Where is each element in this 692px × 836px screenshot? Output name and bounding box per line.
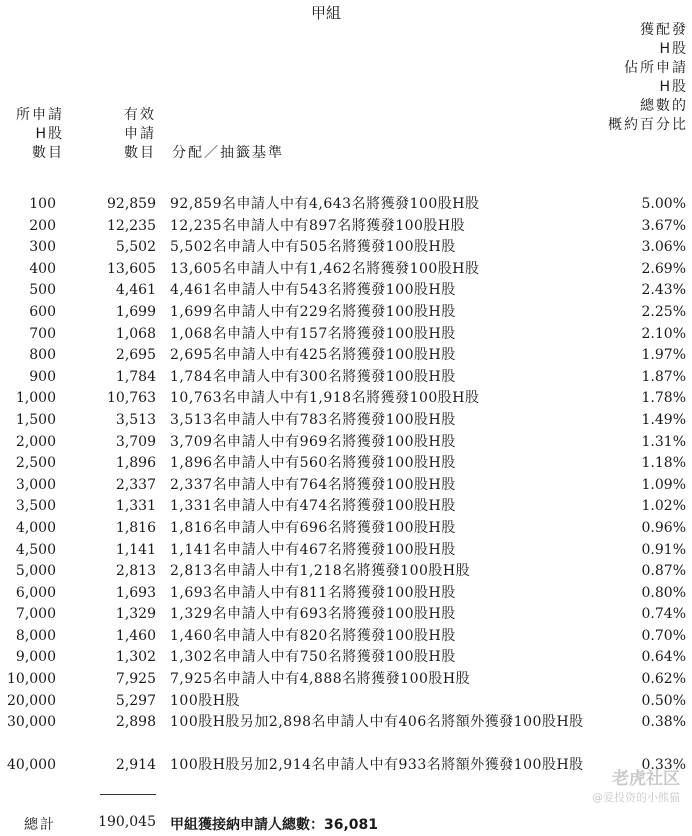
table-row (0, 604, 692, 626)
applied-shares-cell: 9,000 (15, 649, 56, 666)
valid-applications-cell: 3,513 (115, 411, 156, 428)
header-line: 所申請 (16, 107, 64, 123)
percentage-cell: 0.64% (641, 649, 686, 666)
valid-applications-cell: 1,329 (115, 606, 156, 623)
percentage-cell: 3.67% (641, 217, 686, 234)
header-line: 數目 (124, 145, 156, 161)
applied-shares-cell: 500 (29, 282, 56, 299)
applied-shares-cell: 300 (29, 239, 56, 256)
allocation-basis-cell: 10,763名申請人中有1,918名將獲發100股H股 (170, 390, 480, 407)
valid-applications-cell: 92,859 (107, 196, 156, 212)
applied-shares-cell: 4,000 (15, 519, 56, 536)
percentage-cell: 1.09% (641, 476, 686, 493)
applied-shares-cell: 2,000 (15, 433, 56, 450)
percentage-cell: 0.62% (641, 671, 686, 688)
valid-applications-cell: 2,914 (115, 757, 156, 774)
allocation-basis-cell: 13,605名申請人中有1,462名將獲發100股H股 (170, 260, 480, 277)
table-row (0, 259, 692, 281)
allocation-basis-cell: 1,460名申請人中有820名將獲發100股H股 (170, 627, 456, 644)
valid-applications-cell: 2,695 (115, 347, 156, 364)
header-line: 佔所申請 (624, 60, 688, 76)
applied-shares-cell: 40,000 (7, 757, 56, 774)
percentage-cell: 0.96% (641, 519, 686, 536)
applied-shares-cell: 600 (29, 303, 56, 320)
applied-shares-cell: 1,500 (15, 411, 56, 428)
applied-shares-cell: 7,000 (15, 606, 56, 623)
allocation-basis-cell: 3,513名申請人中有783名將獲發100股H股 (170, 411, 456, 428)
valid-applications-cell: 1,693 (115, 584, 156, 601)
percentage-cell: 0.38% (641, 714, 686, 731)
valid-applications-cell: 12,235 (107, 217, 156, 234)
watermark-logo: 老虎社区 (612, 769, 680, 789)
header-line: H股 (659, 79, 688, 95)
total-divider (100, 794, 156, 795)
applied-shares-cell: 20,000 (7, 692, 56, 709)
percentage-cell: 0.50% (641, 692, 686, 709)
table-row (0, 216, 692, 238)
page-title: 甲組 (310, 4, 341, 22)
applied-shares-cell: 30,000 (7, 714, 56, 731)
percentage-cell: 3.06% (641, 239, 686, 256)
total-row (0, 814, 692, 836)
allocation-basis-cell: 1,693名申請人中有811名將獲發100股H股 (170, 584, 456, 601)
allocation-basis-cell: 3,709名申請人中有969名將獲發100股H股 (170, 433, 456, 450)
total-successful-applicants: 甲組獲接納申請人總數：36,081 (170, 817, 379, 833)
valid-applications-cell: 1,331 (115, 498, 156, 515)
applied-shares-cell: 400 (29, 260, 56, 277)
allocation-basis-cell: 1,699名申請人中有229名將獲發100股H股 (170, 303, 456, 320)
allocation-basis-cell: 1,329名申請人中有693名將獲發100股H股 (170, 606, 456, 623)
total-valid-applications: 190,045 (98, 814, 156, 830)
valid-applications-cell: 10,763 (107, 390, 156, 407)
table-row (0, 324, 692, 346)
allocation-basis-cell: 7,925名申請人中有4,888名將獲發100股H股 (170, 671, 471, 688)
percentage-cell: 1.02% (641, 498, 686, 515)
applied-shares-cell: 3,500 (15, 498, 56, 515)
allocation-basis-cell: 12,235名申請人中有897名將獲發100股H股 (170, 217, 466, 234)
table-row (0, 194, 692, 216)
percentage-cell: 2.10% (641, 325, 686, 342)
table-row (0, 367, 692, 389)
valid-applications-cell: 5,297 (115, 692, 156, 709)
percentage-cell: 5.00% (641, 196, 686, 212)
valid-applications-cell: 4,461 (115, 282, 156, 299)
table-row (0, 496, 692, 518)
table-row (0, 432, 692, 454)
total-label: 總計 (24, 817, 56, 833)
percentage-cell: 2.25% (641, 303, 686, 320)
valid-applications-cell: 5,502 (115, 239, 156, 256)
percentage-cell: 0.91% (641, 541, 686, 558)
applied-shares-cell: 10,000 (7, 671, 56, 688)
valid-applications-cell: 1,141 (115, 541, 156, 558)
valid-applications-cell: 3,709 (115, 433, 156, 450)
table-row (0, 345, 692, 367)
table-row (0, 647, 692, 669)
valid-applications-cell: 2,813 (115, 563, 156, 580)
allocation-basis-cell: 2,337名申請人中有764名將獲發100股H股 (170, 476, 456, 493)
percentage-cell: 0.74% (641, 606, 686, 623)
table-row (0, 388, 692, 410)
header-line: 申請 (124, 126, 156, 142)
header-line: 總數的 (640, 98, 688, 114)
percentage-cell: 2.43% (641, 282, 686, 299)
valid-applications-cell: 1,068 (115, 325, 156, 342)
allocation-table (0, 194, 692, 798)
percentage-cell: 0.87% (641, 563, 686, 580)
percentage-cell: 1.31% (641, 433, 686, 450)
allocation-basis-cell: 1,816名申請人中有696名將獲發100股H股 (170, 519, 456, 536)
valid-applications-cell: 2,337 (115, 476, 156, 493)
allocation-basis-cell: 92,859名申請人中有4,643名將獲發100股H股 (170, 196, 480, 212)
applied-shares-cell: 2,500 (15, 455, 56, 472)
applied-shares-cell: 1,000 (15, 390, 56, 407)
valid-applications-cell: 1,460 (115, 627, 156, 644)
allocation-basis-cell: 5,502名申請人中有505名將獲發100股H股 (170, 239, 456, 256)
watermark-sub: @爱投资的小熊猫 (592, 791, 680, 804)
percentage-cell: 1.78% (641, 390, 686, 407)
table-row (0, 626, 692, 648)
header-line: 有效 (124, 107, 156, 123)
allocation-basis-cell: 2,813名申請人中有1,218名將獲發100股H股 (170, 563, 471, 580)
allocation-basis-cell: 1,141名申請人中有467名將獲發100股H股 (170, 541, 456, 558)
percentage-cell: 0.33% (641, 757, 686, 774)
applied-shares-cell: 8,000 (15, 627, 56, 644)
applied-shares-cell: 5,000 (15, 563, 56, 580)
applied-shares-cell: 700 (29, 325, 56, 342)
table-row (0, 669, 692, 691)
percentage-cell: 2.69% (641, 260, 686, 277)
valid-applications-cell: 7,925 (115, 671, 156, 688)
header-line: 獲配發 (640, 22, 688, 38)
percentage-cell: 0.70% (641, 627, 686, 644)
header-line: H股 (659, 41, 688, 57)
percentage-cell: 0.80% (641, 584, 686, 601)
allocation-basis-cell: 1,784名申請人中有300名將獲發100股H股 (170, 368, 456, 385)
header-line: 數目 (32, 145, 64, 161)
table-row (0, 237, 692, 259)
table-row (0, 583, 692, 605)
allocation-basis-cell: 1,331名申請人中有474名將獲發100股H股 (170, 498, 456, 515)
valid-applications-cell: 1,699 (115, 303, 156, 320)
table-row (0, 540, 692, 562)
valid-applications-cell: 1,816 (115, 519, 156, 536)
header-applied-shares (0, 106, 64, 163)
table-row (0, 691, 692, 713)
table-row (0, 712, 692, 755)
applied-shares-cell: 4,500 (15, 541, 56, 558)
applied-shares-cell: 900 (29, 368, 56, 385)
header-line: 概約百分比 (608, 117, 688, 133)
allocation-basis-cell: 100股H股另加2,914名申請人中有933名將額外獲發100股H股 (170, 757, 584, 774)
allocation-basis-cell: 1,068名申請人中有157名將獲發100股H股 (170, 325, 456, 342)
table-row (0, 280, 692, 302)
applied-shares-cell: 100 (29, 196, 56, 212)
table-row (0, 518, 692, 540)
header-valid-applications (100, 106, 156, 163)
applied-shares-cell: 3,000 (15, 476, 56, 493)
allocation-basis-cell: 1,896名申請人中有560名將獲發100股H股 (170, 455, 456, 472)
valid-applications-cell: 13,605 (107, 260, 156, 277)
header-line: H股 (35, 126, 64, 142)
valid-applications-cell: 1,784 (115, 368, 156, 385)
applied-shares-cell: 6,000 (15, 584, 56, 601)
allocation-basis-cell: 4,461名申請人中有543名將獲發100股H股 (170, 282, 456, 299)
valid-applications-cell: 1,302 (115, 649, 156, 666)
percentage-cell: 1.49% (641, 411, 686, 428)
allocation-basis-cell: 2,695名申請人中有425名將獲發100股H股 (170, 347, 456, 364)
table-row (0, 302, 692, 324)
header-allocation-basis: 分配／抽籤基準 (172, 145, 284, 161)
percentage-cell: 1.97% (641, 347, 686, 364)
valid-applications-cell: 1,896 (115, 455, 156, 472)
allocation-basis-cell: 100股H股 (170, 692, 240, 709)
allocation-basis-cell: 1,302名申請人中有750名將獲發100股H股 (170, 649, 456, 666)
valid-applications-cell: 2,898 (115, 714, 156, 731)
header-approx-percentage (560, 21, 688, 135)
watermark (560, 764, 680, 810)
percentage-cell: 1.87% (641, 368, 686, 385)
applied-shares-cell: 800 (29, 347, 56, 364)
table-row (0, 475, 692, 497)
table-row (0, 410, 692, 432)
percentage-cell: 1.18% (641, 455, 686, 472)
allocation-basis-cell: 100股H股另加2,898名申請人中有406名將額外獲發100股H股 (170, 714, 584, 731)
applied-shares-cell: 200 (29, 217, 56, 234)
table-row (0, 453, 692, 475)
table-row (0, 561, 692, 583)
